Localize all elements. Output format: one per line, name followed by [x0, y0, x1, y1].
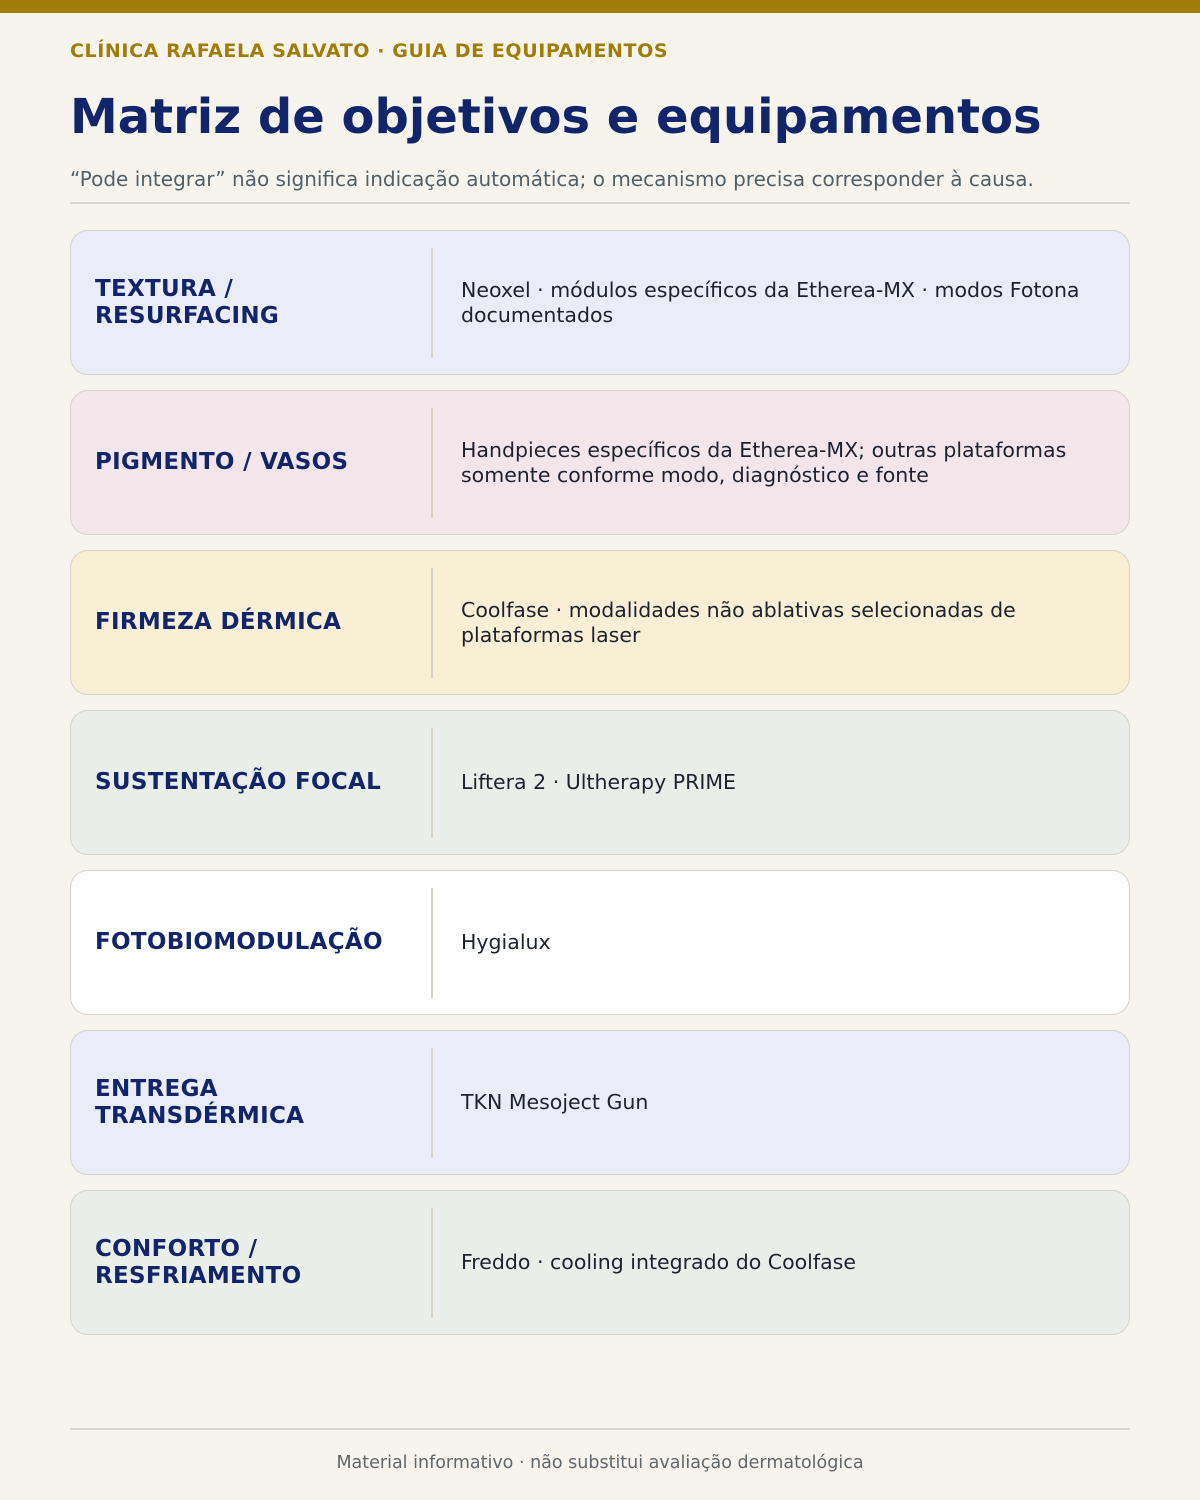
matrix-row-pigment: [70, 390, 1130, 535]
matrix-row-comfort: [70, 1190, 1130, 1335]
equipment-list: Coolfase · modalidades não ablativas selecionadas de plataformas laser: [461, 597, 1016, 647]
equipment-list: Neoxel · módulos específicos da Etherea-MX · modos Fotona documentados: [461, 277, 1080, 327]
matrix-row-focal-support: [70, 710, 1130, 855]
matrix-row-firmness: [70, 550, 1130, 695]
objective-label: ENTREGA TRANSDÉRMICA: [95, 1075, 305, 1129]
header-divider: [70, 202, 1130, 204]
matrix-row-transdermal: [70, 1030, 1130, 1175]
matrix-row-texture: [70, 230, 1130, 375]
objective-label: FOTOBIOMODULAÇÃO: [95, 929, 383, 955]
objective-label: FIRMEZA DÉRMICA: [95, 609, 342, 635]
equipment-list: TKN Mesoject Gun: [461, 1090, 649, 1114]
equipment-list: Liftera 2 · Ultherapy PRIME: [461, 770, 737, 794]
eyebrow-label: CLÍNICA RAFAELA SALVATO · GUIA DE EQUIPAMENTOS: [70, 40, 669, 62]
objective-label: PIGMENTO / VASOS: [95, 449, 349, 475]
equipment-list: Freddo · cooling integrado do Coolfase: [461, 1250, 856, 1274]
footer-note: Material informativo · não substitui avaliação dermatológica: [336, 1453, 864, 1473]
equipment-list: Handpieces específicos da Etherea-MX; outras plataformas somente conforme modo, diagnóstico e fonte: [461, 437, 1067, 487]
page-title: Matriz de objetivos e equipamentos: [70, 89, 1042, 145]
page-subtitle: “Pode integrar” não significa indicação automática; o mecanismo precisa corresponder à causa.: [70, 167, 1034, 191]
top-accent-bar: [0, 0, 1200, 13]
footer-divider: [70, 1428, 1130, 1430]
objective-label: SUSTENTAÇÃO FOCAL: [95, 769, 382, 795]
objective-label: TEXTURA / RESURFACING: [95, 275, 280, 329]
matrix-row-photobiomodulation: [70, 870, 1130, 1015]
objective-label: CONFORTO / RESFRIAMENTO: [95, 1235, 302, 1289]
equipment-list: Hygialux: [461, 930, 551, 954]
